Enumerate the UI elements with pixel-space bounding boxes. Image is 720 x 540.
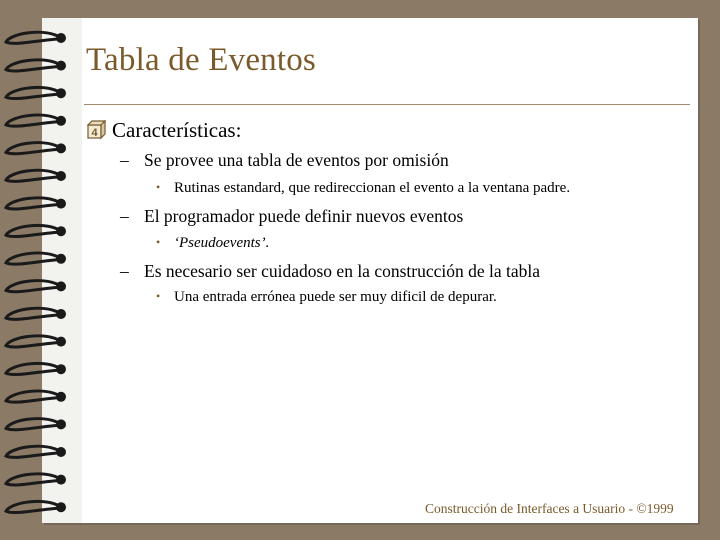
dot-bullet: •	[156, 235, 161, 249]
point-3-sub-1	[156, 289, 497, 306]
heading-bullet	[86, 118, 241, 143]
binding-hole	[56, 502, 66, 512]
binding-ring	[6, 336, 58, 347]
binding-ring	[6, 87, 58, 98]
binding-hole	[56, 143, 66, 153]
binding-ring	[6, 198, 58, 209]
number-4-block-icon	[86, 120, 106, 140]
heading-label: Características:	[112, 118, 242, 142]
binding-hole	[56, 33, 66, 43]
binding-ring	[6, 446, 58, 457]
binding-hole	[56, 475, 66, 485]
dot-bullet: •	[156, 180, 161, 194]
binding-hole	[56, 364, 66, 374]
binding-ring	[6, 115, 58, 126]
point-2-sub-1	[156, 235, 269, 252]
dash-bullet: –	[120, 206, 129, 226]
binding-ring	[6, 225, 58, 236]
binding-hole	[56, 281, 66, 291]
point-1-text: Se provee una tabla de eventos por omisión	[144, 150, 449, 170]
binding-hole	[56, 447, 66, 457]
binding-ring	[6, 143, 58, 154]
dash-bullet: –	[120, 261, 129, 281]
point-2-text: El programador puede definir nuevos eventos	[144, 206, 464, 226]
dash-bullet: –	[120, 150, 129, 170]
point-3-sub-1-text: Una entrada errónea puede ser muy dificil de depurar.	[174, 289, 497, 305]
point-2	[120, 206, 463, 227]
point-1	[120, 150, 449, 171]
binding-ring	[6, 32, 58, 43]
binding-ring	[6, 391, 58, 402]
point-3-text: Es necesario ser cuidadoso en la construcción de la tabla	[144, 261, 541, 281]
binding-hole	[56, 392, 66, 402]
binding-ring	[6, 419, 58, 430]
point-3	[120, 261, 540, 282]
binding-ring	[6, 308, 58, 319]
dot-bullet: •	[156, 289, 161, 303]
binding-hole	[56, 171, 66, 181]
title-divider	[84, 104, 690, 105]
binding-ring	[6, 253, 58, 264]
binding-hole	[56, 116, 66, 126]
svg-text:4: 4	[91, 127, 98, 139]
binding-ring	[6, 60, 58, 71]
binding-hole	[56, 309, 66, 319]
binding-ring	[6, 170, 58, 181]
binding-ring	[6, 474, 58, 485]
binding-hole	[56, 199, 66, 209]
slide-footer: Construcción de Interfaces a Usuario - ©1999	[425, 501, 674, 516]
spiral-binding-icon	[0, 0, 90, 540]
binding-ring	[6, 363, 58, 374]
point-1-sub-1-text: Rutinas estandard, que redireccionan el evento a la ventana padre.	[174, 180, 571, 196]
binding-ring	[6, 501, 58, 512]
binding-hole	[56, 226, 66, 236]
binding-hole	[56, 61, 66, 71]
binding-ring	[6, 281, 58, 292]
point-2-sub-1-text: ‘Pseudoevents’.	[174, 235, 270, 251]
point-1-sub-1	[156, 180, 570, 197]
binding-hole	[56, 419, 66, 429]
binding-hole	[56, 88, 66, 98]
slide-title: Tabla de Eventos	[86, 42, 316, 78]
binding-hole	[56, 254, 66, 264]
binding-hole	[56, 337, 66, 347]
